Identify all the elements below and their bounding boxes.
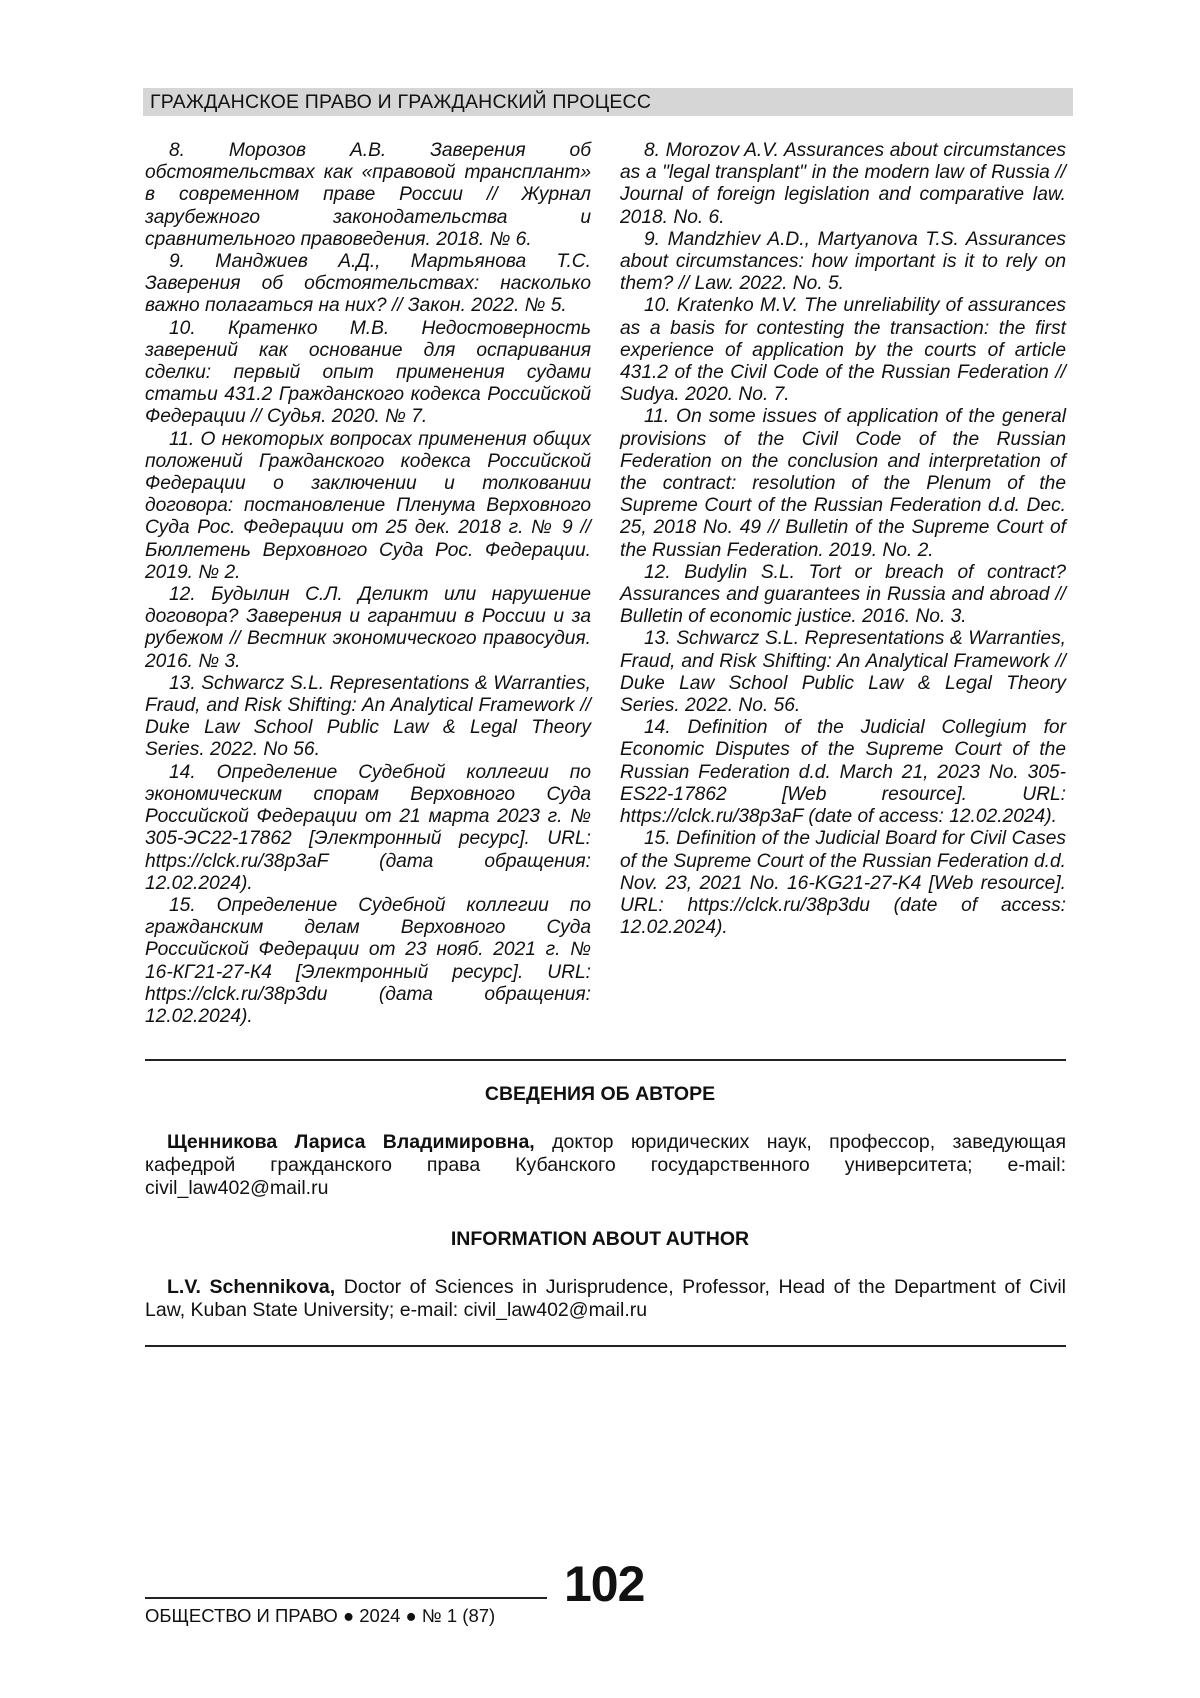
author-section-bottom-divider [145,1345,1066,1347]
author-details-en: Doctor of Sciences in Jurisprudence, Professor, Head of the Department of Civil Law, Kuban State University; e-mail: civil_law402@mail.ru [145,1276,1066,1321]
reference-ru-13: 13. Schwarcz S.L. Representations & Warranties, Fraud, and Risk Shifting: An Analytical Framework // Duke Law School Public Law & Legal Theory Series. 2022. No 56. [145,673,591,762]
reference-en-15: 15. Definition of the Judicial Board for Civil Cases of the Supreme Court of the Russian Federation d.d. Nov. 23, 2021 No. 16-KG21-27-K4 [Web resource]. URL: https://clck.ru/38p3du (date of access: 12.02.2024). [620,828,1066,939]
reference-ru-10: 10. Кратенко М.В. Недостоверность заверений как основание для оспаривания сделки: первый опыт применения судами статьи 431.2 Гражданского кодекса Российской Федерации // Судья. 2020. № 7. [145,318,591,429]
reference-ru-12: 12. Будылин С.Л. Деликт или нарушение договора? Заверения и гарантии в России и за рубежом // Вестник экономического правосудия. 2016. № 3. [145,584,591,673]
reference-en-8: 8. Morozov A.V. Assurances about circumstances as a "legal transplant" in the modern law of Russia // Journal of foreign legislation and comparative law. 2018. No. 6. [620,140,1066,229]
author-heading-en: INFORMATION ABOUT AUTHOR [0,1228,1200,1251]
reference-en-12: 12. Budylin S.L. Tort or breach of contract? Assurances and guarantees in Russia and abroad // Bulletin of economic justice. 2016. No. 3. [620,562,1066,629]
references-english [620,140,1066,939]
reference-en-11: 11. On some issues of application of the general provisions of the Civil Code of the Russian Federation on the conclusion and interpretation of the contract: resolution of the Plenum of the Supreme Court of the Russian Federation d.d. Dec. 25, 2018 No. 49 // Bulletin of the Supreme Court of the Russian Federation. 2019. No. 2. [620,406,1066,561]
reference-ru-8: 8. Морозов А.В. Заверения об обстоятельствах как «правовой трансплант» в современном праве России // Журнал зарубежного законодательства и сравнительного правоведения. 2018. № 6. [145,140,591,251]
references-russian [145,140,591,1028]
author-name-ru: Щенникова Лариса Владимировна, [167,1131,535,1153]
reference-en-13: 13. Schwarcz S.L. Representations & Warranties, Fraud, and Risk Shifting: An Analytical Framework // Duke Law School Public Law & Legal Theory Series. 2022. No. 56. [620,628,1066,717]
footer-divider [145,1597,547,1599]
reference-ru-14: 14. Определение Судебной коллегии по экономическим спорам Верховного Суда Российской Федерации от 21 марта 2023 г. № 305-ЭС22-17862 [Электронный ресурс]. URL: https://clck.ru/38p3aF (дата обращения: 12.02.2024). [145,762,591,895]
reference-en-9: 9. Mandzhiev A.D., Martyanova T.S. Assurances about circumstances: how important is it to rely on them? // Law. 2022. No. 5. [620,229,1066,296]
author-heading-ru: СВЕДЕНИЯ ОБ АВТОРЕ [0,1083,1200,1106]
section-header-title: ГРАЖДАНСКОЕ ПРАВО И ГРАЖДАНСКИЙ ПРОЦЕСС [150,91,651,114]
author-details-ru: доктор юридических наук, профессор, заведующая кафедрой гражданского права Кубанского государственного университета; e-mail: civil_law402@mail.ru [145,1131,1066,1199]
author-info-ru [145,1131,1066,1200]
author-name-en: L.V. Schennikova, [167,1276,335,1298]
reference-ru-9: 9. Манджиев А.Д., Мартьянова Т.С. Заверения об обстоятельствах: насколько важно полагаться на них? // Закон. 2022. № 5. [145,251,591,318]
page-number: 102 [564,1555,644,1613]
author-info-en [145,1276,1066,1322]
reference-ru-11: 11. О некоторых вопросах применения общих положений Гражданского кодекса Российской Федерации о заключении и толковании договора: постановление Пленума Верховного Суда Рос. Федерации от 25 дек. 2018 г. № 9 // Бюллетень Верховного Суда Рос. Федерации. 2019. № 2. [145,429,591,584]
reference-en-14: 14. Definition of the Judicial Collegium for Economic Disputes of the Supreme Court of the Russian Federation d.d. March 21, 2023 No. 305-ES22-17862 [Web resource]. URL: https://clck.ru/38p3aF (date of access: 12.02.2024). [620,717,1066,828]
journal-issue-line: ОБЩЕСТВО И ПРАВО ● 2024 ● № 1 (87) [145,1605,495,1627]
reference-ru-15: 15. Определение Судебной коллегии по гражданским делам Верховного Суда Российской Федерации от 23 нояб. 2021 г. № 16-КГ21-27-К4 [Электронный ресурс]. URL: https://clck.ru/38p3du (дата обращения: 12.02.2024). [145,895,591,1028]
author-section-top-divider [145,1059,1066,1061]
reference-en-10: 10. Kratenko M.V. The unreliability of assurances as a basis for contesting the transaction: the first experience of application by the courts of article 431.2 of the Civil Code of the Russian Federation // Sudya. 2020. No. 7. [620,295,1066,406]
